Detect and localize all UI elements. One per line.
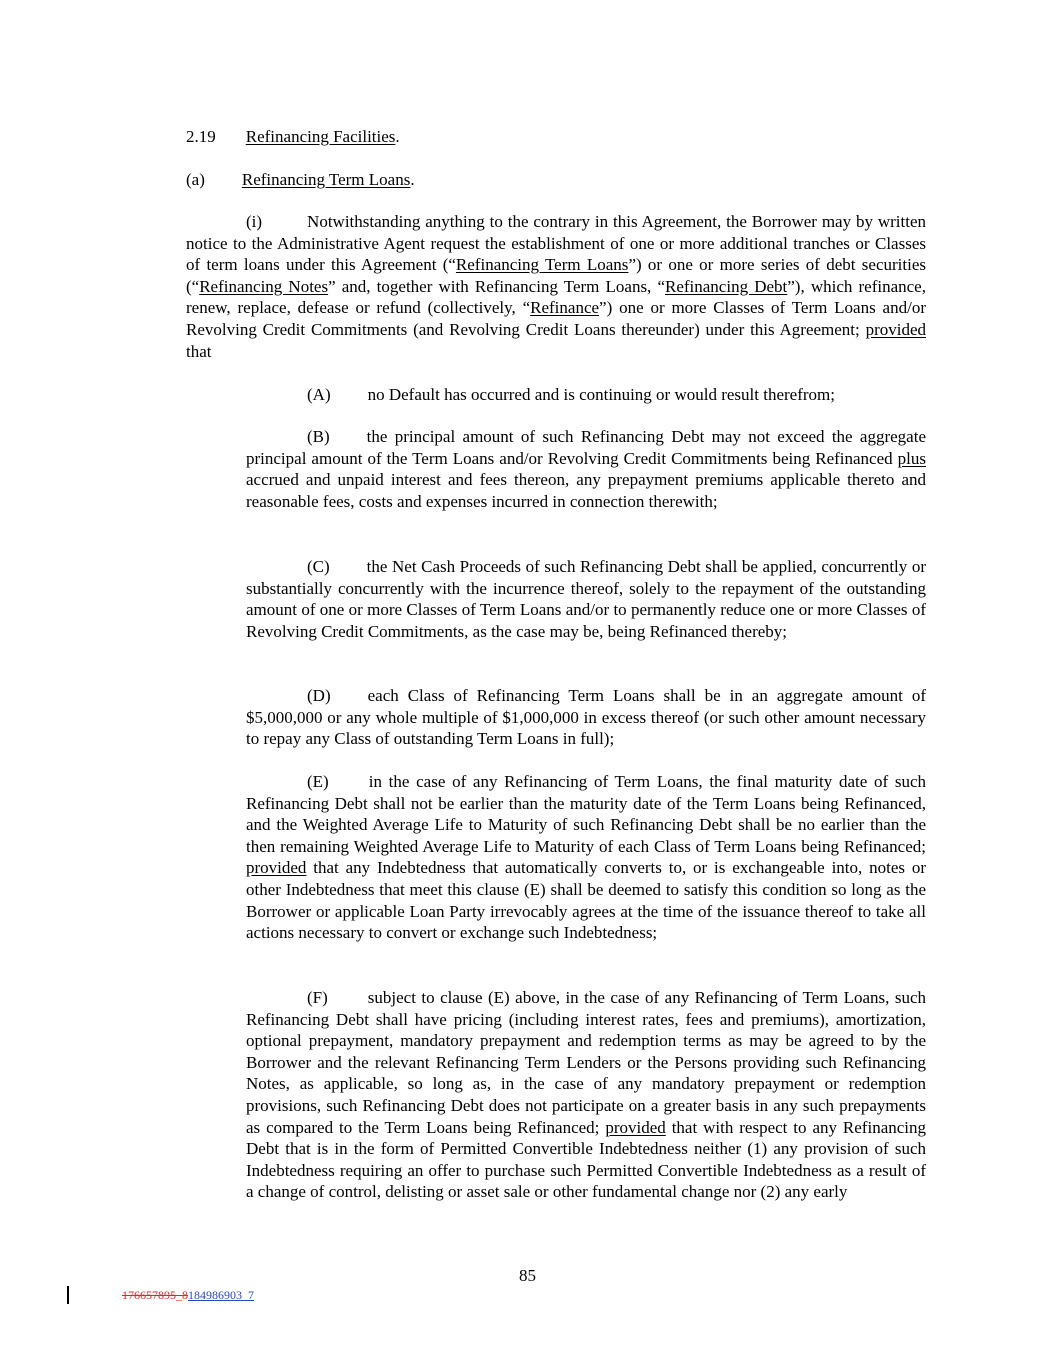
plus-term: plus [897, 448, 926, 468]
provided-term: provided [865, 319, 926, 339]
clause-label: (D) [307, 686, 331, 705]
clause-label: (F) [307, 988, 328, 1007]
section-title: Refinancing Facilities [245, 127, 396, 146]
clause-label: (E) [307, 772, 329, 791]
subsection-heading: (a) Refinancing Term Loans. [186, 170, 415, 189]
provided-term: provided [605, 1117, 666, 1137]
doc-id-deleted: 176657895_8 [122, 1288, 188, 1302]
change-bar [67, 1286, 69, 1304]
subsection-label: (a) [186, 170, 205, 189]
defined-term: Refinancing Debt [664, 276, 788, 296]
clause-a: (A) no Default has occurred and is continuing or would result therefrom; [307, 385, 835, 404]
clause-e: (E) in the case of any Refinancing of Term Loans, the final maturity date of such Refinancing Debt shall not be earlier than the maturity date of the Term Loans being Refinanced, and the Weighted Average Life to Maturity of such Refinancing Debt shall be no earlier than the then remaining Weighted Average Life to Maturity of each Class of Term Loans being Refinanced; provided that any Indebtedness that automatically converts to, or is exchangeable into, notes or other Indebtedness that meet this clause (E) shall be deemed to satisfy this condition so long as the Borrower or applicable Loan Party irrevocably agrees at the time of the issuance thereof to take all actions necessary to convert or exchange such Indebtedness; [246, 772, 926, 943]
provided-term: provided [246, 858, 307, 878]
para-label: (i) [246, 212, 263, 231]
defined-term: Refinance [530, 298, 600, 318]
subsection-title: Refinancing Term Loans [241, 170, 411, 189]
document-id [122, 1288, 254, 1303]
page-number: 85 [519, 1266, 536, 1285]
clause-c: (C) the Net Cash Proceeds of such Refinancing Debt shall be applied, concurrently or substantially concurrently with the incurrence thereof, solely to the repayment of the outstanding amount of one or more Classes of Term Loans and/or to permanently reduce one or more Classes of Revolving Credit Commitments, as the case may be, being Refinanced thereby; [246, 557, 926, 641]
clause-b: (B) the principal amount of such Refinancing Debt may not exceed the aggregate principal amount of the Term Loans and/or Revolving Credit Commitments being Refinanced plus accrued and unpaid interest and fees thereon, any prepayment premiums applicable thereto and reasonable fees, costs and expenses incurred in connection therewith; [246, 427, 926, 511]
section-heading: 2.19 Refinancing Facilities. [186, 127, 400, 146]
clause-f: (F) subject to clause (E) above, in the case of any Refinancing of Term Loans, such Refinancing Debt shall have pricing (including interest rates, fees and premiums), amortization, optional prepayment, mandatory prepayment and redemption terms as may be agreed to by the Borrower and the relevant Refinancing Term Lenders or the Persons providing such Refinancing Notes, as applicable, so long as, in the case of any mandatory prepayment or redemption provisions, such Refinancing Debt does not participate on a greater basis in any such prepayments as compared to the Term Loans being Refinanced; provided that with respect to any Refinancing Debt that is in the form of Permitted Convertible Indebtedness neither (1) any provision of such Indebtedness requiring an offer to purchase such Permitted Convertible Indebtedness as a result of a change of control, delisting or asset sale or other fundamental change nor (2) any early [246, 988, 927, 1202]
clause-label: (C) [307, 557, 330, 576]
clause-d: (D) each Class of Refinancing Term Loans shall be in an aggregate amount of $5,000,000 or any whole multiple of $1,000,000 in excess thereof (or such other amount necessary to repay any Class of outstanding Term Loans in full); [246, 686, 926, 749]
doc-id-inserted: 184986903_7 [188, 1288, 254, 1302]
defined-term: Refinancing Notes [199, 276, 329, 296]
defined-term: Refinancing Term Loans [455, 255, 629, 275]
paragraph-i: (i) Notwithstanding anything to the contrary in this Agreement, the Borrower may by written notice to the Administrative Agent request the establishment of one or more additional tranches or Classes of term loans under this Agreement (“Refinancing Term Loans”) or one or more series of debt securities (“Refinancing Notes” and, together with Refinancing Term Loans, “Refinancing Debt”), which refinance, renew, replace, defease or refund (collectively, “Refinance”) one or more Classes of Term Loans and/or Revolving Credit Commitments (and Revolving Credit Loans thereunder) under this Agreement; provided that [186, 212, 926, 361]
clause-label: (A) [307, 385, 331, 404]
section-number: 2.19 [186, 127, 216, 146]
clause-label: (B) [307, 427, 330, 446]
